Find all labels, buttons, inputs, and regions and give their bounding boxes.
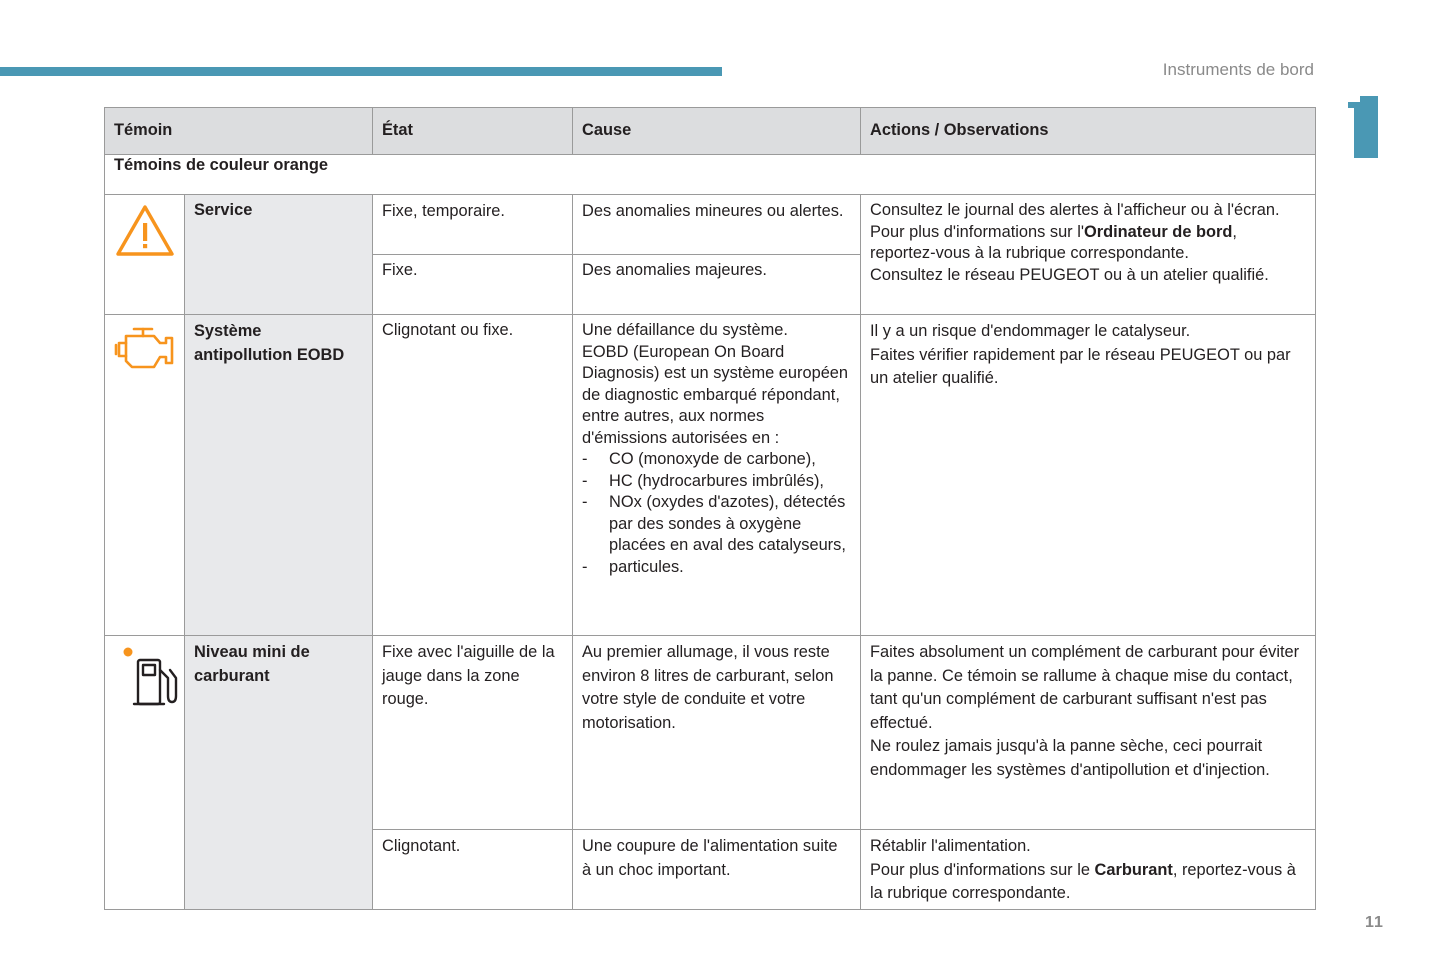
page-number: 11 bbox=[1365, 914, 1384, 931]
section-row bbox=[105, 155, 1316, 195]
table-row bbox=[105, 315, 1316, 636]
warning-triangle-icon bbox=[114, 203, 176, 259]
chapter-number bbox=[1346, 96, 1378, 158]
icon-cell bbox=[105, 315, 185, 636]
state-cell: Clignotant ou fixe. bbox=[373, 315, 573, 636]
engine-icon bbox=[114, 325, 176, 373]
column-header-temoin: Témoin bbox=[105, 108, 373, 155]
table-row bbox=[105, 636, 1316, 830]
cause-cell: Des anomalies majeures. bbox=[573, 255, 861, 315]
column-header-etat: État bbox=[373, 108, 573, 155]
icon-cell bbox=[105, 195, 185, 315]
section-title: Témoins de couleur orange bbox=[105, 155, 1316, 195]
action-cell: Rétablir l'alimentation. Pour plus d'informations sur le Carburant, reportez-vous à la rubrique correspondante. bbox=[861, 830, 1316, 910]
warning-name: Service bbox=[185, 195, 373, 315]
list-item: - NOx (oxydes d'azotes), détectés par des sondes à oxygène placées en aval des catalyseurs, bbox=[582, 492, 851, 557]
state-cell: Fixe. bbox=[373, 255, 573, 315]
table-row bbox=[105, 195, 1316, 255]
warning-name: Système antipollution EOBD bbox=[185, 315, 373, 636]
cause-cell: Une coupure de l'alimentation suite à un choc important. bbox=[573, 830, 861, 910]
cause-cell: Une défaillance du système. EOBD (European On Board Diagnosis) est un système européen de diagnostic embarqué répondant, entre autres, aux normes d'émissions autorisées en : - CO (monoxyde de carbone), - HC (hydrocarbures imbrûlés), - NOx (oxydes d'azotes), détectés par des sondes à oxygène placées en aval des catalyseurs, - particules. bbox=[573, 315, 861, 636]
cause-cell: Au premier allumage, il vous reste environ 8 litres de carburant, selon votre style de conduite et votre motorisation. bbox=[573, 636, 861, 830]
action-cell: Faites absolument un complément de carburant pour éviter la panne. Ce témoin se rallume à chaque mise du contact, tant qu'un complément de carburant suffisant n'est pas effectué. Ne roulez jamais jusqu'à la panne sèche, ceci pourrait endommager les systèmes d'antipollution et d'injection. bbox=[861, 636, 1316, 830]
state-cell: Fixe avec l'aiguille de la jauge dans la zone rouge. bbox=[373, 636, 573, 830]
fuel-pump-icon bbox=[114, 642, 184, 710]
warning-name: Niveau mini de carburant bbox=[185, 636, 373, 910]
list-item: - HC (hydrocarbures imbrûlés), bbox=[582, 471, 851, 493]
warning-lights-table bbox=[104, 107, 1316, 910]
running-header: Instruments de bord bbox=[1162, 60, 1314, 79]
column-header-cause: Cause bbox=[573, 108, 861, 155]
icon-cell bbox=[105, 636, 185, 910]
accent-bar bbox=[0, 67, 722, 76]
column-header-actions: Actions / Observations bbox=[861, 108, 1316, 155]
emissions-list bbox=[582, 449, 851, 578]
cause-cell: Des anomalies mineures ou alertes. bbox=[573, 195, 861, 255]
action-cell: Consultez le journal des alertes à l'afficheur ou à l'écran. Pour plus d'informations sur l'Ordinateur de bord, reportez-vous à la rubrique correspondante. Consultez le réseau PEUGEOT ou à un atelier qualifié. bbox=[861, 195, 1316, 315]
action-cell: Il y a un risque d'endommager le catalyseur. Faites vérifier rapidement par le réseau PEUGEOT ou par un atelier qualifié. bbox=[861, 315, 1316, 636]
list-item: - particules. bbox=[582, 557, 851, 579]
list-item: - CO (monoxyde de carbone), bbox=[582, 449, 851, 471]
table-header-row bbox=[105, 108, 1316, 155]
state-cell: Fixe, temporaire. bbox=[373, 195, 573, 255]
state-cell: Clignotant. bbox=[373, 830, 573, 910]
